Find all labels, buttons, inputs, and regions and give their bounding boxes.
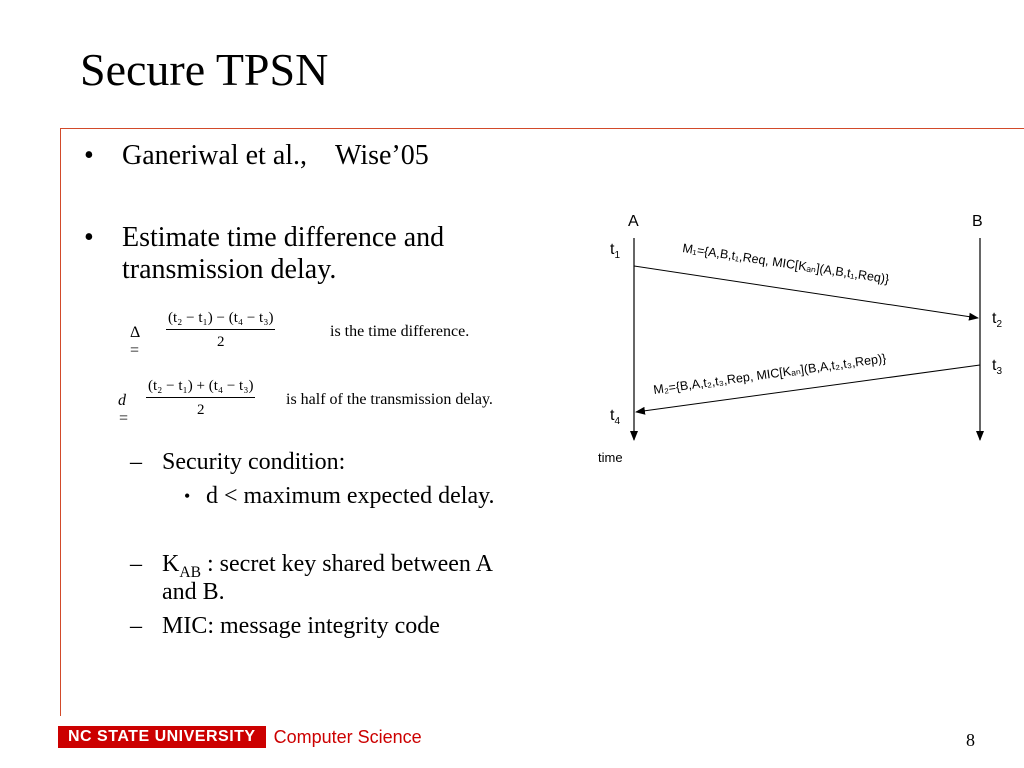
- security-label: Security condition:: [162, 449, 346, 475]
- delta-denominator: 2: [216, 334, 225, 350]
- left-divider: [60, 128, 61, 716]
- delta-lhs: Δ =: [130, 324, 140, 359]
- t3-label: $t_3$: [992, 357, 1003, 377]
- message-m2-label: M₂={B,A,t₂,t₃,Rep, MIC[Kₐₙ](B,A,t₂,t₃,Rep)}: [652, 351, 888, 397]
- footer-logo: [58, 726, 422, 748]
- d-lhs: d =: [118, 392, 129, 427]
- estimate-line-1: Estimate time difference and: [122, 222, 445, 253]
- d-denominator: 2: [196, 402, 205, 418]
- bullet-glyph: •: [184, 486, 191, 506]
- dash-glyph: –: [130, 449, 142, 475]
- message-m1-arrow: [634, 266, 978, 318]
- tpsn-sequence-diagram: [560, 200, 1020, 470]
- message-m1-label: M₁={A,B,t₁,Req, MIC[Kₐₙ](A,B,t₁,Req)}: [681, 241, 891, 287]
- mic-text: MIC: message integrity code: [162, 613, 440, 639]
- delay-condition: d < maximum expected delay.: [206, 483, 495, 509]
- bullet-glyph: •: [84, 222, 94, 253]
- department-name: Computer Science: [273, 726, 422, 747]
- time-axis-label: time: [598, 450, 623, 465]
- kab-subscript: AB: [179, 563, 202, 581]
- slide-title: Secure TPSN: [80, 44, 329, 95]
- t4-label: $t_4$: [610, 407, 621, 427]
- dash-glyph: –: [130, 551, 142, 577]
- dash-glyph: –: [130, 613, 142, 639]
- delta-note: is the time difference.: [330, 323, 470, 340]
- top-divider: [60, 128, 1024, 129]
- t2-label: $t_2$: [992, 310, 1003, 330]
- node-a-label: A: [628, 213, 639, 230]
- d-numerator: (t₂ − t₁) + (t₄ − t₃): [146, 378, 255, 398]
- d-note: is half of the transmission delay.: [286, 391, 493, 408]
- kab-rest: : secret key shared between A: [201, 551, 493, 577]
- node-b-label: B: [972, 213, 983, 230]
- kab-k: K: [162, 551, 180, 577]
- page-number: 8: [966, 730, 975, 750]
- delta-numerator: (t₂ − t₁) − (t₄ − t₃): [166, 310, 275, 330]
- citation-text: Ganeriwal et al., Wise’05: [122, 140, 429, 171]
- estimate-line-2: transmission delay.: [122, 254, 337, 285]
- kab-line-2: and B.: [162, 579, 225, 605]
- bullet-glyph: •: [84, 140, 94, 171]
- t1-label: $t_1$: [610, 241, 621, 261]
- university-logo: NC STATE UNIVERSITY: [58, 726, 266, 748]
